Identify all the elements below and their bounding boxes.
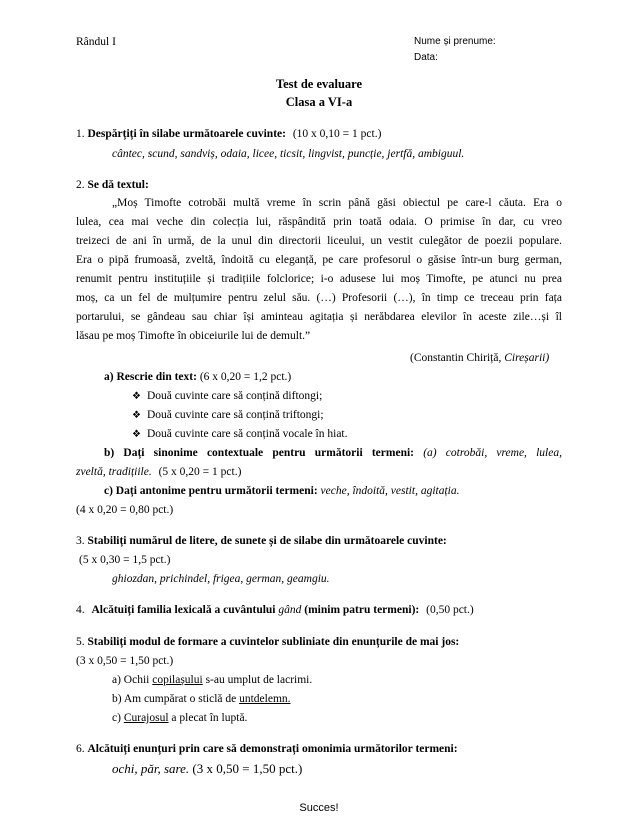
q4-label: Alcătuiți familia lexicală a cuvântului bbox=[91, 604, 276, 616]
q4-points: (0,50 pct.) bbox=[426, 604, 474, 616]
header-row-label: Rândul I bbox=[76, 36, 116, 48]
q2-text-line: Era o pipă frumoasă, zveltă, îndoită cu eleganță, pe care profesorul o găsise într-un burg german, bbox=[76, 254, 562, 266]
q4-label2: (minim patru termeni): bbox=[304, 604, 420, 616]
q1-points: (10 x 0,10 = 1 pct.) bbox=[292, 128, 382, 140]
q6-words: ochi, păr, sare. bbox=[112, 761, 190, 776]
q2-source bbox=[410, 352, 549, 364]
q5-points: (3 x 0,50 = 1,50 pct.) bbox=[76, 655, 174, 667]
footer-message: Succes! bbox=[299, 802, 339, 814]
q2c-points: (4 x 0,20 = 0,80 pct.) bbox=[76, 504, 174, 516]
q2b-line2 bbox=[76, 466, 241, 478]
q2-label: Se dă textul: bbox=[87, 179, 149, 191]
q4-number: 4. bbox=[76, 604, 85, 616]
q3-number: 3. bbox=[76, 535, 85, 547]
q5-underlined-word: Curajosul bbox=[123, 712, 169, 724]
q2c-label: c) Dați antonime pentru următorii termeni: bbox=[104, 485, 318, 497]
q3-words: ghiozdan, prichindel, frigea, german, geamgiu. bbox=[112, 573, 330, 585]
q2b-points: (5 x 0,20 = 1 pct.) bbox=[158, 466, 242, 478]
q3-points: (5 x 0,30 = 1,5 pct.) bbox=[79, 554, 171, 566]
q2a-item: ❖ Două cuvinte care să conțină vocale în hiat. bbox=[132, 428, 348, 440]
q2-text-line: lăsau pe moș Timofte în obiceiurile lui de demult.” bbox=[76, 330, 311, 342]
q2-source-author: (Constantin Chiriță, bbox=[410, 352, 505, 364]
q6-points: (3 x 0,50 = 1,50 pct.) bbox=[192, 761, 303, 776]
q2-number: 2. bbox=[76, 179, 85, 191]
q2-text-line: „Moș Timofte cotrobăi multă vreme în scrin până găsi obiectul pe care-l căuta. Era o bbox=[112, 197, 562, 209]
q2b-words-line1: (a) cotrobăi, vreme, lulea, bbox=[423, 447, 562, 459]
q5-label: Stabiliți modul de formare a cuvintelor subliniate din enunțurile de mai jos: bbox=[87, 636, 460, 648]
q5-item-b: b) Am cumpărat o sticlă de untdelemn. bbox=[112, 693, 291, 705]
q2b-heading bbox=[104, 447, 562, 459]
q2-text-line: treizeci de ani în urmă, de la unul din directorii liceului, un vestit culegător de poezii populare. bbox=[76, 235, 562, 247]
q2-text-line: portarului, se gândeau sau chiar își aminteau agitația și nerăbdarea elevilor în aceste zile…și îl bbox=[76, 311, 562, 323]
diamond-bullet-icon: ❖ bbox=[132, 429, 141, 440]
q4-heading bbox=[76, 604, 474, 616]
q2a-points: (6 x 0,20 = 1,2 pct.) bbox=[199, 371, 292, 383]
q2-heading bbox=[76, 179, 149, 191]
q3-heading bbox=[76, 535, 447, 547]
header-date-field-label: Data: bbox=[414, 52, 438, 63]
q2a-label: a) Rescrie din text: bbox=[104, 371, 197, 383]
q1-label: Despărțiți în silabe următoarele cuvinte: bbox=[87, 128, 286, 140]
diamond-bullet-icon: ❖ bbox=[132, 410, 141, 421]
diamond-bullet-icon: ❖ bbox=[132, 391, 141, 402]
q5-heading bbox=[76, 636, 459, 648]
q3-label: Stabiliți numărul de litere, de sunete și de silabe din următoarele cuvinte: bbox=[87, 535, 447, 547]
q2b-label: b) Dați sinonime contextuale pentru următorii termeni: bbox=[104, 447, 414, 459]
title-line2: Clasa a VI-a bbox=[285, 95, 353, 109]
q5-number: 5. bbox=[76, 636, 85, 648]
q6-number: 6. bbox=[76, 743, 85, 755]
q2c-words: veche, îndoită, vestit, agitația. bbox=[320, 485, 460, 497]
q2-text-line: moș, ca un fel de mulțumire pentru zelul său. (…) Profesorii (…), în timp ce treceau prin fața bbox=[76, 292, 562, 304]
header-name-field-label: Nume și prenume: bbox=[414, 36, 496, 47]
q2a-item: ❖ Două cuvinte care să conțină triftongi; bbox=[132, 409, 324, 421]
q2-text-line: lulea, cea mai veche din colecția lui, răspândită prin toată odaia. O primise în dar, cu vreo bbox=[76, 216, 562, 228]
title-line1: Test de evaluare bbox=[275, 77, 363, 91]
q2a-heading bbox=[104, 371, 291, 383]
q4-word: gând bbox=[278, 604, 302, 616]
q5-item-c: c) Curajosul a plecat în luptă. bbox=[112, 712, 248, 724]
q5-underlined-word: untdelemn. bbox=[239, 693, 291, 705]
q6-line2 bbox=[112, 761, 302, 777]
q1-number: 1. bbox=[76, 128, 85, 140]
q2a-item: ❖ Două cuvinte care să conțină diftongi; bbox=[132, 390, 323, 402]
q1-words: cântec, scund, sandviș, odaia, licee, ticsit, lingvist, puncție, jertfă, ambiguul. bbox=[112, 148, 465, 160]
q6-label: Alcătuiți enunțuri prin care să demonstrați omonimia următorilor termeni: bbox=[87, 743, 458, 755]
q2-text-line: renumit pentru instituțiile și tradițiile folclorice; i-o adusese lui moș Timofte, pe atunci nu prea bbox=[76, 273, 562, 285]
q2b-words-line2: zveltă, tradițiile. bbox=[76, 466, 152, 478]
q2-source-title: Cireșarii) bbox=[504, 352, 550, 364]
q1-heading bbox=[76, 128, 381, 140]
q2c-heading bbox=[104, 485, 459, 497]
q6-heading bbox=[76, 743, 458, 755]
q5-item-a: a) Ochii copilașului s-au umplut de lacrimi. bbox=[112, 674, 313, 686]
q5-underlined-word: copilașului bbox=[152, 674, 203, 686]
